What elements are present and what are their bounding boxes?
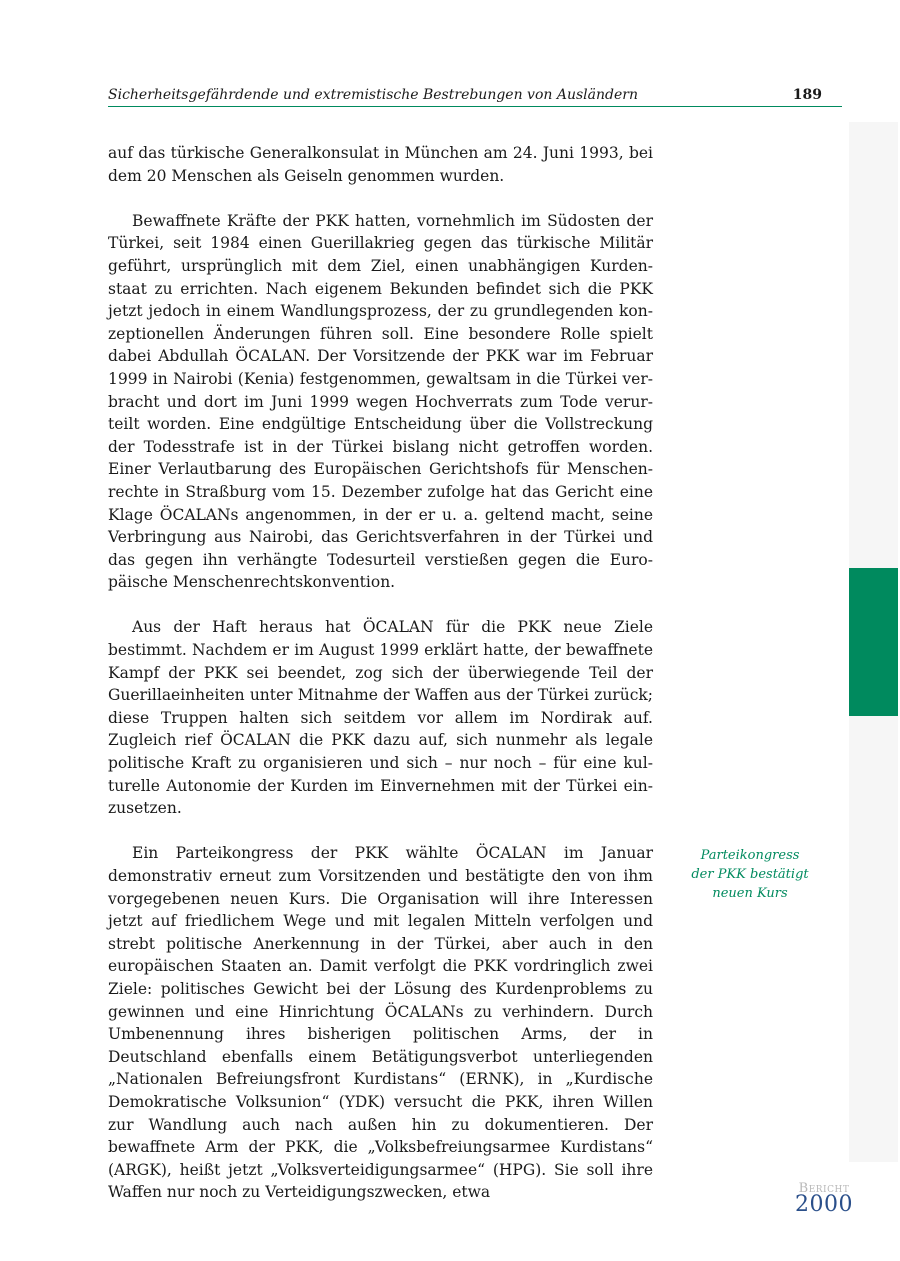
paragraph-4: Ein Parteikongress der PKK wählte ÖCALAN im Januar demonstrativ erneut zum Vorsitzenden und bestätigte den von ihm vorgegebenen neuen Kurs. Die Organisation will ihre Interessen jetzt auf friedlichem Wege und mit legalen Mitteln verfolgen und strebt politische Anerkennung in der Türkei, aber auch in den europäischen Staaten an. Damit verfolgt die PKK vordringlich zwei Ziele: politisches Gewicht bei der Lösung des Kurdenproblems zu gewinnen und eine Hinrichtung ÖCALANs zu verhindern. Durch Umbenennung ihres bisherigen politischen Arms, der in Deutschland ebenfalls einem Betätigungsverbot unterliegenden „Nationalen Befreiungsfront Kurdistans“ (ERNK), in „Kurdische Demokratische Volksunion“ (YDK) versucht die PKK, ihren Willen zur Wandlung auch nach außen hin zu dokumentieren. Der bewaffnete Arm der PKK, die „Volksbefreiungsarmee Kurdistans“ (ARGK), heißt jetzt „Volksverteidigungsarmee“ (HPG). Sie soll ihre Waffen nur noch zu Verteidigungszwecken, etwa (108, 844, 653, 1202)
paragraph-1: auf das türkische Generalkonsulat in München am 24. Juni 1993, bei dem 20 Menschen als Geiseln genommen wurden. (108, 144, 653, 185)
page-number: 189 (792, 87, 822, 103)
running-header-title: Sicherheitsgefährdende und extremistische Bestrebungen von Ausländern (108, 87, 638, 103)
paragraph-3: Aus der Haft heraus hat ÖCALAN für die PKK neue Ziele bestimmt. Nachdem er im August 1999 erklärt hatte, der bewaffnete Kampf der PKK sei beendet, zog sich der überwiegende Teil der Guerillaeinheiten unter Mitnahme der Waffen aus der Türkei zurück; diese Truppen halten sich seitdem vor allem im Nordirak auf. Zugleich rief ÖCALAN die PKK dazu auf, sich nunmehr als legale politische Kraft zu organisieren und sich – nur noch – für eine kulturelle Autonomie der Kurden im Einvernehmen mit der Türkei einzusetzen. (108, 618, 653, 818)
margin-note (686, 846, 814, 903)
running-header (108, 86, 842, 107)
chapter-tab-marker (849, 568, 898, 716)
logo-year: 2000 (795, 1192, 853, 1217)
main-text-column (108, 142, 653, 1227)
margin-note-line-3: neuen Kurs (712, 886, 788, 901)
margin-note-line-2: der PKK bestätigt (691, 867, 809, 882)
bericht-2000-logo (789, 1182, 859, 1216)
margin-note-line-1: Parteikongress (700, 848, 800, 863)
paragraph-2: Bewaffnete Kräfte der PKK hatten, vornehmlich im Südosten der Türkei, seit 1984 einen Guerillakrieg gegen das türkische Militär geführt, ursprünglich mit dem Ziel, einen unabhängigen Kurdenstaat zu errichten. Nach eigenem Bekunden befindet sich die PKK jetzt jedoch in einem Wandlungsprozess, der zu grundlegenden konzeptionellen Änderungen führen soll. Eine besondere Rolle spielt dabei Abdullah ÖCALAN. Der Vorsitzende der PKK war im Februar 1999 in Nairobi (Kenia) festgenommen, gewaltsam in die Türkei verbracht und dort im Juni 1999 wegen Hochverrats zum Tode verurteilt worden. Eine endgültige Entscheidung über die Vollstreckung der Todesstrafe ist in der Türkei bislang nicht getroffen worden. Einer Verlautbarung des Europäischen Gerichtshofs für Menschenrechte in Straßburg vom 15. Dezember zufolge hat das Gericht eine Klage ÖCALANs angenommen, in der er u. a. geltend macht, seine Verbringung aus Nairobi, das Gerichtsverfahren in der Türkei und das gegen ihn verhängte Todesurteil verstießen gegen die Europäische Menschenrechtskonvention. (108, 211, 653, 592)
logo-word: Bericht (798, 1181, 850, 1196)
